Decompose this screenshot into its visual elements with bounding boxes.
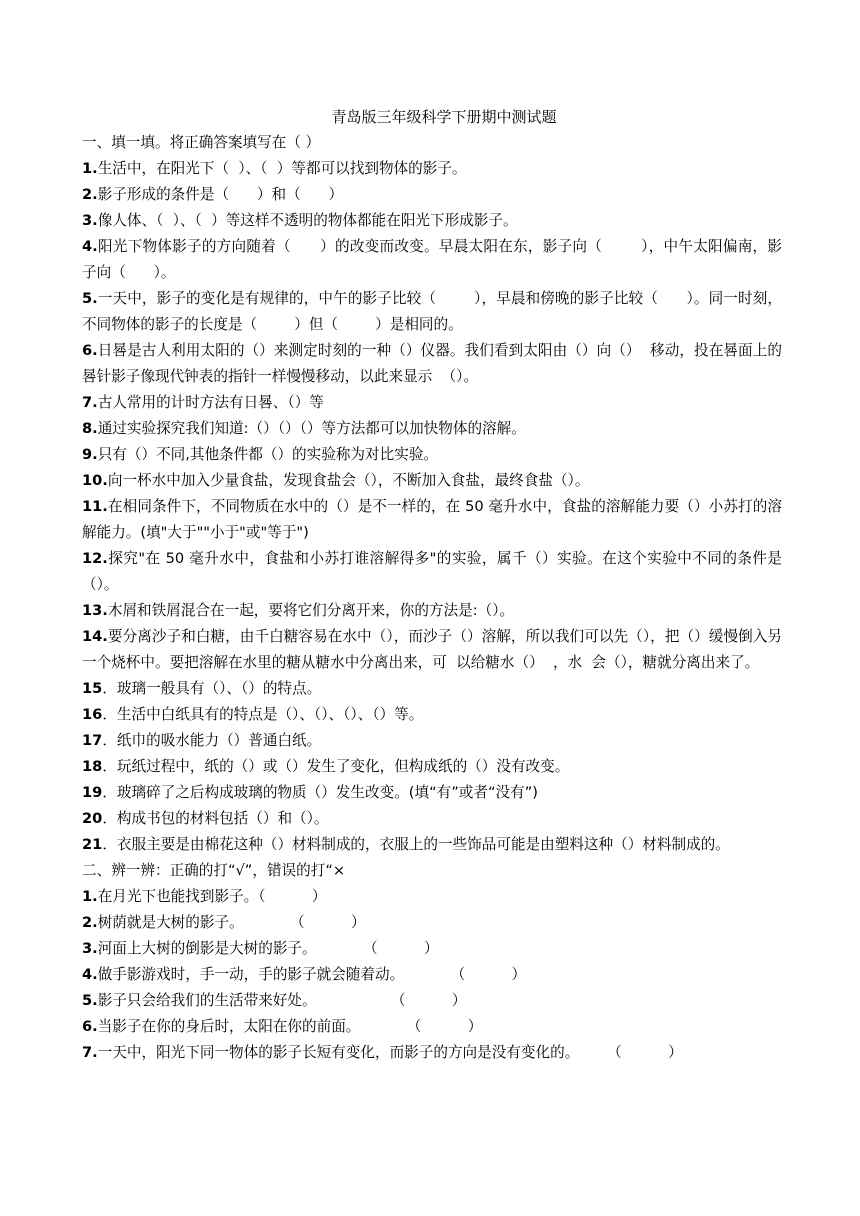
question-item <box>82 962 782 988</box>
question-text: ．生活中白纸具有的特点是（）、（）、（）、（）等。 <box>102 706 424 723</box>
question-text: 阳光下物体影子的方向随着（ ）的改变而改变。早晨太阳在东，影子向（ ），中午太阳偏南，影子向（ ）。 <box>82 238 782 281</box>
question-text: 生活中，在阳光下（ ）、（ ）等都可以找到物体的影子。 <box>97 160 467 177</box>
question-item <box>82 676 782 702</box>
page-title: 青岛版三年级科学下册期中测试题 <box>331 108 557 126</box>
question-number: 8. <box>82 420 98 437</box>
question-number: 2. <box>82 186 98 203</box>
question-text: 河面上大树的倒影是大树的影子。 （ ） <box>97 940 439 957</box>
question-number: 21 <box>82 836 103 853</box>
question-number: 1. <box>82 160 98 177</box>
question-text: 树荫就是大树的影子。 （ ） <box>97 914 366 931</box>
question-number: 3. <box>82 212 98 229</box>
question-number: 15 <box>82 680 103 697</box>
question-item <box>82 546 782 598</box>
question-number: 7. <box>82 394 98 411</box>
question-text: 当影子在你的身后时，太阳在你的前面。 （ ） <box>97 1018 483 1035</box>
question-item <box>82 728 782 754</box>
question-item <box>82 182 782 208</box>
question-number: 19 <box>82 784 103 801</box>
question-number: 10. <box>82 472 108 489</box>
question-number: 7. <box>82 1044 98 1061</box>
question-text: 影子只会给我们的生活带来好处。 （ ） <box>97 992 467 1009</box>
question-number: 16 <box>82 706 103 723</box>
question-text: ．玻璃碎了之后构成玻璃的物质（）发生改变。(填“有”或者“没有”) <box>102 784 538 801</box>
question-text: 要分离沙子和白糖，由千白糖容易在水中（），而沙子（）溶解，所以我们可以先（），把（）缓慢倒入另一个烧杯中。要把溶解在水里的糖从糖水中分离出来，可 以给糖水（） ，水 会（），糖就分离出来了。 <box>82 628 782 671</box>
question-number: 5. <box>82 290 98 307</box>
question-item <box>82 702 782 728</box>
question-number: 11. <box>82 498 108 515</box>
question-text: 一天中，影子的变化是有规律的，中午的影子比较（ ），早晨和傍晚的影子比较（ ）。同一时刻，不同物体的影子的长度是（ ）但（ ）是相同的。 <box>82 290 782 333</box>
question-item <box>82 806 782 832</box>
question-text: 影子形成的条件是（ ）和（ ） <box>97 186 344 203</box>
question-text: 做手影游戏时，手一动，手的影子就会随着动。 （ ） <box>97 966 527 983</box>
question-text: ．纸巾的吸水能力（）普通白纸。 <box>102 732 322 749</box>
question-item <box>82 598 782 624</box>
question-item <box>82 494 782 546</box>
question-item <box>82 234 782 286</box>
question-number: 17 <box>82 732 103 749</box>
question-number: 2. <box>82 914 98 931</box>
question-item <box>82 416 782 442</box>
question-item <box>82 884 782 910</box>
question-number: 4. <box>82 966 98 983</box>
section-heading: 一、填一填。将正确答案填写在（ ） <box>82 134 321 151</box>
question-number: 1. <box>82 888 98 905</box>
question-text: ．玩纸过程中，纸的（）或（）发生了变化，但构成纸的（）没有改变。 <box>102 758 570 775</box>
question-item <box>82 442 782 468</box>
question-text: 通过实验探究我们知道:（）（）（）等方法都可以加快物体的溶解。 <box>97 420 526 437</box>
question-item <box>82 468 782 494</box>
question-text: ．衣服主要是由棉花这种（）材料制成的，衣服上的一些饰品可能是由塑料这种（）材料制成的。 <box>102 836 730 853</box>
question-number: 6. <box>82 342 98 359</box>
question-text: 只有（）不同,其他条件都（）的实验称为对比实验。 <box>97 446 439 463</box>
question-text: 在月光下也能找到影子。（ ） <box>97 888 327 905</box>
question-item <box>82 780 782 806</box>
question-text: 日晷是古人利用太阳的（）来测定时刻的一种（）仪器。我们看到太阳由（）向（） 移动，投在晷面上的晷针影子像现代钟表的指针一样慢慢移动，以此来显示 （）。 <box>82 342 782 385</box>
question-item <box>82 156 782 182</box>
section-fill-in <box>82 130 782 858</box>
question-number: 20 <box>82 810 103 827</box>
question-number: 9. <box>82 446 98 463</box>
question-number: 5. <box>82 992 98 1009</box>
question-number: 3. <box>82 940 98 957</box>
exam-page <box>82 104 782 1066</box>
question-number: 14. <box>82 628 108 645</box>
question-text: 在相同条件下，不同物质在水中的（）是不一样的，在 50 毫升水中，食盐的溶解能力要（）小苏打的溶解能力。(填"大于""小于"或"等于") <box>82 498 782 541</box>
question-text: 木屑和铁屑混合在一起，要将它们分离开来，你的方法是:（）。 <box>107 602 515 619</box>
question-item <box>82 754 782 780</box>
question-item <box>82 910 782 936</box>
question-number: 4. <box>82 238 98 255</box>
question-text: 向一杯水中加入少量食盐，发现食盐会（），不断加入食盐，最终食盐（）。 <box>107 472 590 489</box>
question-number: 12. <box>82 550 108 567</box>
question-number: 13. <box>82 602 108 619</box>
question-number: 18 <box>82 758 103 775</box>
section-heading: 二、辨一辨：正确的打“√”，错误的打“× <box>82 862 346 879</box>
question-item <box>82 338 782 390</box>
section-true-false <box>82 858 782 1066</box>
question-item <box>82 286 782 338</box>
question-text: 像人体、（ ）、（ ）等这样不透明的物体都能在阳光下形成影子。 <box>97 212 518 229</box>
question-number: 6. <box>82 1018 98 1035</box>
question-text: ．玻璃一般具有（）、（）的特点。 <box>102 680 322 697</box>
question-item <box>82 624 782 676</box>
question-item <box>82 1040 782 1066</box>
question-text: 一天中，阳光下同一物体的影子长短有变化，而影子的方向是没有变化的。 （ ） <box>97 1044 683 1061</box>
question-item <box>82 936 782 962</box>
question-text: 探究"在 50 毫升水中，食盐和小苏打谁溶解得多"的实验，属千（）实验。在这个实验中不同的条件是（）。 <box>82 550 782 593</box>
question-item <box>82 832 782 858</box>
question-item <box>82 208 782 234</box>
question-text: ．构成书包的材料包括（）和（）。 <box>102 810 329 827</box>
question-item <box>82 988 782 1014</box>
question-text: 古人常用的计时方法有日晷、（）等 <box>97 394 324 411</box>
question-item <box>82 390 782 416</box>
question-item <box>82 1014 782 1040</box>
